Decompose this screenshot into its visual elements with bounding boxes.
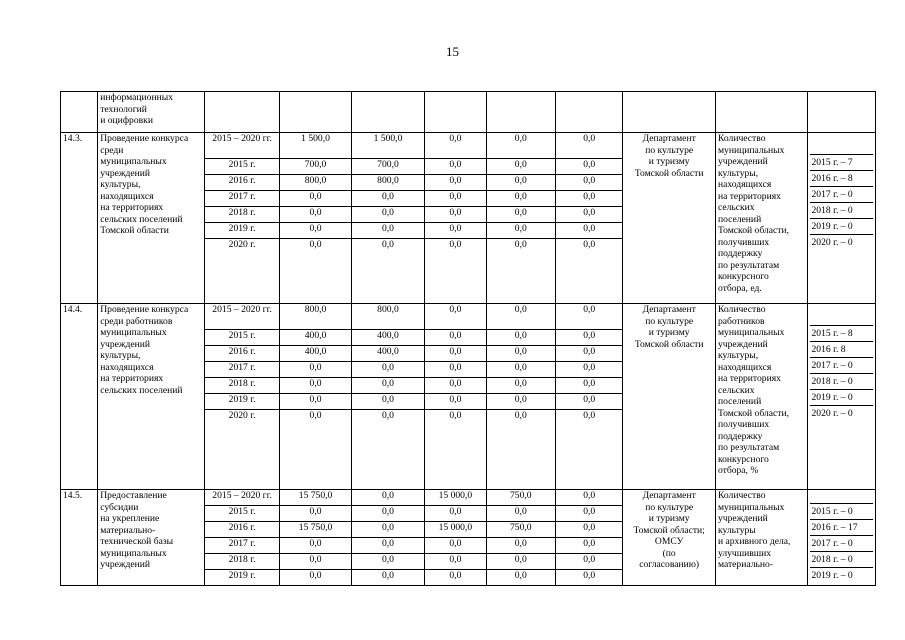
value-regional: 0,0 <box>351 410 424 490</box>
table-row <box>61 490 876 506</box>
value-regional: 800,0 <box>351 175 424 191</box>
activity-name: информационных технологий и оцифровки <box>98 92 205 133</box>
value-local: 0,0 <box>486 362 555 378</box>
responsible-department: Департамент по культуре и туризму Томской области <box>623 133 716 304</box>
value-total: 800,0 <box>280 175 351 191</box>
value-total: 800,0 <box>280 304 351 330</box>
value-other: 0,0 <box>555 362 622 378</box>
value-federal: 0,0 <box>425 378 486 394</box>
value-federal: 0,0 <box>425 330 486 346</box>
value-other: 0,0 <box>555 490 622 506</box>
period: 2015 – 2020 гг. <box>204 133 279 159</box>
value-total: 0,0 <box>280 570 351 586</box>
value-local: 0,0 <box>486 330 555 346</box>
value-federal: 0,0 <box>425 506 486 522</box>
value-total: 0,0 <box>280 410 351 490</box>
target-value: 2015 г. – 8 <box>810 326 874 342</box>
item-number: 14.4. <box>61 304 98 490</box>
target-value: 2015 г. – 0 <box>810 504 874 520</box>
target-values <box>807 304 876 490</box>
value-regional: 0,0 <box>351 538 424 554</box>
value-total: 0,0 <box>280 538 351 554</box>
target-value: 2020 г. – 0 <box>811 237 853 248</box>
value-federal: 0,0 <box>425 410 486 490</box>
value-other: 0,0 <box>555 207 622 223</box>
item-number: 14.3. <box>61 133 98 304</box>
target-value: 2019 г. – 0 <box>810 219 874 235</box>
value-local: 0,0 <box>486 191 555 207</box>
activity-name: Проведение конкурса среди муниципальных учреждений культуры, находящихся на территориях сельских поселений Томской области <box>98 133 205 304</box>
period: 2016 г. <box>204 175 279 191</box>
period: 2015 – 2020 гг. <box>204 304 279 330</box>
value-regional: 0,0 <box>351 570 424 586</box>
value-other: 0,0 <box>555 554 622 570</box>
value-local: 0,0 <box>486 223 555 239</box>
period: 2020 г. <box>204 239 279 304</box>
value-regional: 0,0 <box>351 554 424 570</box>
value-regional: 400,0 <box>351 330 424 346</box>
value-local: 0,0 <box>486 207 555 223</box>
value-federal: 0,0 <box>425 175 486 191</box>
value-other: 0,0 <box>555 304 622 330</box>
continuation-row <box>61 92 876 133</box>
value-local: 0,0 <box>486 239 555 304</box>
value-local: 0,0 <box>486 554 555 570</box>
cell-num <box>61 92 98 133</box>
value-other: 0,0 <box>555 159 622 175</box>
value-other: 0,0 <box>555 239 622 304</box>
target-value: 2020 г. – 0 <box>811 408 853 419</box>
value-other: 0,0 <box>555 410 622 490</box>
value-federal: 15 000,0 <box>425 490 486 506</box>
period: 2015 г. <box>204 506 279 522</box>
value-total: 0,0 <box>280 191 351 207</box>
value-federal: 0,0 <box>425 394 486 410</box>
value-total: 0,0 <box>280 239 351 304</box>
activity-name: Проведение конкурса среди работников муниципальных учреждений культуры, находящихся на территориях сельских поселений <box>98 304 205 490</box>
period: 2020 г. <box>204 410 279 490</box>
value-regional: 0,0 <box>351 506 424 522</box>
value-total: 0,0 <box>280 378 351 394</box>
value-regional: 0,0 <box>351 239 424 304</box>
period: 2017 г. <box>204 362 279 378</box>
value-total: 400,0 <box>280 346 351 362</box>
value-local: 0,0 <box>486 133 555 159</box>
period: 2019 г. <box>204 570 279 586</box>
value-total: 400,0 <box>280 330 351 346</box>
value-other: 0,0 <box>555 191 622 207</box>
value-federal: 0,0 <box>425 570 486 586</box>
target-value: 2019 г. – 0 <box>810 390 874 406</box>
target-values <box>807 490 876 586</box>
period: 2018 г. <box>204 378 279 394</box>
target-value: 2017 г. – 0 <box>810 187 874 203</box>
value-local: 0,0 <box>486 346 555 362</box>
value-other: 0,0 <box>555 223 622 239</box>
value-total: 15 750,0 <box>280 522 351 538</box>
value-regional: 1 500,0 <box>351 133 424 159</box>
target-value: 2018 г. – 0 <box>810 203 874 219</box>
period: 2016 г. <box>204 522 279 538</box>
target-value: 2018 г. – 0 <box>810 552 874 568</box>
period: 2016 г. <box>204 346 279 362</box>
value-federal: 0,0 <box>425 554 486 570</box>
value-local: 0,0 <box>486 410 555 490</box>
period: 2018 г. <box>204 554 279 570</box>
period: 2019 г. <box>204 223 279 239</box>
value-total: 0,0 <box>280 223 351 239</box>
value-federal: 0,0 <box>425 239 486 304</box>
value-federal: 0,0 <box>425 223 486 239</box>
responsible-department: Департамент по культуре и туризму Томской области; ОМСУ (по согласованию) <box>623 490 716 586</box>
item-number: 14.5. <box>61 490 98 586</box>
indicator-text: Количество муниципальных учреждений культуры и архивного дела, улучшивших материально- <box>715 490 807 586</box>
period: 2015 г. <box>204 330 279 346</box>
value-federal: 0,0 <box>425 159 486 175</box>
period: 2015 – 2020 гг. <box>204 490 279 506</box>
value-regional: 400,0 <box>351 346 424 362</box>
value-federal: 0,0 <box>425 191 486 207</box>
value-other: 0,0 <box>555 570 622 586</box>
value-regional: 800,0 <box>351 304 424 330</box>
value-federal: 0,0 <box>425 133 486 159</box>
indicator-text: Количество работников муниципальных учреждений культуры, находящихся на территориях сельских поселений Томской области, получивших поддержку по результатам конкурсного отбора, % <box>715 304 807 490</box>
value-local: 0,0 <box>486 538 555 554</box>
value-other: 0,0 <box>555 330 622 346</box>
responsible-department: Департамент по культуре и туризму Томской области <box>623 304 716 490</box>
value-local: 0,0 <box>486 159 555 175</box>
value-federal: 0,0 <box>425 362 486 378</box>
value-local: 750,0 <box>486 522 555 538</box>
value-regional: 0,0 <box>351 378 424 394</box>
target-values <box>807 133 876 304</box>
value-federal: 15 000,0 <box>425 522 486 538</box>
value-other: 0,0 <box>555 175 622 191</box>
period: 2019 г. <box>204 394 279 410</box>
target-value: 2018 г. – 0 <box>810 374 874 390</box>
value-local: 0,0 <box>486 378 555 394</box>
value-total: 0,0 <box>280 394 351 410</box>
activity-name: Предоставление субсидии на укрепление материально- технической базы муниципальных учреждений <box>98 490 205 586</box>
value-total: 1 500,0 <box>280 133 351 159</box>
value-federal: 0,0 <box>425 304 486 330</box>
value-other: 0,0 <box>555 133 622 159</box>
value-total: 0,0 <box>280 506 351 522</box>
value-federal: 0,0 <box>425 346 486 362</box>
value-other: 0,0 <box>555 378 622 394</box>
period: 2017 г. <box>204 191 279 207</box>
period: 2017 г. <box>204 538 279 554</box>
value-regional: 0,0 <box>351 207 424 223</box>
value-federal: 0,0 <box>425 538 486 554</box>
value-local: 0,0 <box>486 506 555 522</box>
target-value: 2017 г. – 0 <box>810 536 874 552</box>
target-value: 2016 г. – 8 <box>810 171 874 187</box>
value-regional: 0,0 <box>351 223 424 239</box>
value-total: 0,0 <box>280 207 351 223</box>
value-total: 0,0 <box>280 362 351 378</box>
value-local: 0,0 <box>486 304 555 330</box>
value-total: 700,0 <box>280 159 351 175</box>
value-other: 0,0 <box>555 522 622 538</box>
program-activities-table <box>60 91 876 586</box>
value-regional: 0,0 <box>351 394 424 410</box>
target-value: 2015 г. – 7 <box>810 155 874 171</box>
period: 2018 г. <box>204 207 279 223</box>
value-regional: 0,0 <box>351 191 424 207</box>
table-row <box>61 304 876 330</box>
value-other: 0,0 <box>555 394 622 410</box>
period: 2015 г. <box>204 159 279 175</box>
value-other: 0,0 <box>555 538 622 554</box>
value-total: 15 750,0 <box>280 490 351 506</box>
value-local: 0,0 <box>486 394 555 410</box>
target-value: 2017 г. – 0 <box>810 358 874 374</box>
page-number: 15 <box>446 44 459 59</box>
value-other: 0,0 <box>555 506 622 522</box>
value-regional: 0,0 <box>351 522 424 538</box>
target-value: 2019 г. – 0 <box>811 570 853 581</box>
target-value: 2016 г. 8 <box>810 342 874 358</box>
table-row <box>61 133 876 159</box>
value-regional: 0,0 <box>351 490 424 506</box>
value-local: 0,0 <box>486 175 555 191</box>
value-regional: 700,0 <box>351 159 424 175</box>
indicator-text: Количество муниципальных учреждений культуры, находящихся на территориях сельских поселений Томской области, получивших поддержку по результатам конкурсного отбора, ед. <box>715 133 807 304</box>
value-federal: 0,0 <box>425 207 486 223</box>
value-local: 750,0 <box>486 490 555 506</box>
target-value: 2016 г. – 17 <box>810 520 874 536</box>
value-total: 0,0 <box>280 554 351 570</box>
value-local: 0,0 <box>486 570 555 586</box>
value-regional: 0,0 <box>351 362 424 378</box>
value-other: 0,0 <box>555 346 622 362</box>
